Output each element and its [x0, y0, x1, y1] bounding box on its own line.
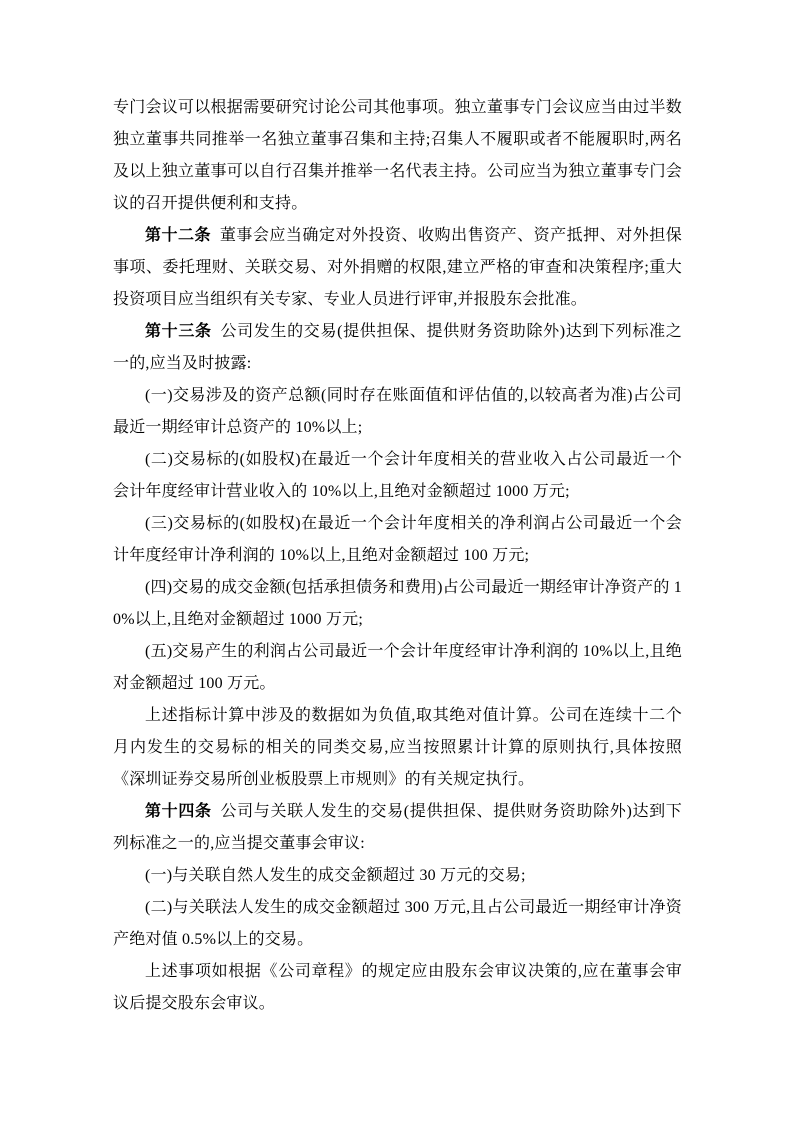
paragraph-article-13 — [113, 316, 682, 380]
paragraph-text: 公司与关联人发生的交易(提供担保、提供财务资助除外)达到下列标准之一的,应当提交董事会审议: — [113, 803, 682, 852]
paragraph-shareholder-review — [113, 956, 682, 1020]
paragraph-text: (二)与关联法人发生的成交金额超过 300 万元,且占公司最近一期经审计净资产绝对值 0.5%以上的交易。 — [113, 899, 682, 948]
paragraph-text: (五)交易产生的利润占公司最近一个会计年度经审计净利润的 10%以上,且绝对金额超过 100 万元。 — [113, 643, 682, 692]
article-number: 第十三条 — [145, 323, 212, 340]
document-body — [113, 92, 682, 1020]
article-number: 第十二条 — [145, 227, 212, 244]
paragraph-text: (一)与关联自然人发生的成交金额超过 30 万元的交易; — [145, 867, 526, 884]
paragraph-text: (二)交易标的(如股权)在最近一个会计年度相关的营业收入占公司最近一个会计年度经审计营业收入的 10%以上,且绝对金额超过 1000 万元; — [113, 451, 682, 500]
paragraph-text: 上述指标计算中涉及的数据如为负值,取其绝对值计算。公司在连续十二个月内发生的交易标的相关的同类交易,应当按照累计计算的原则执行,具体按照《深圳证券交易所创业板股票上市规则》的有关规定执行。 — [113, 707, 682, 788]
paragraph-continuation — [113, 92, 682, 220]
list-item-1 — [113, 380, 682, 444]
article-number: 第十四条 — [145, 803, 212, 820]
paragraph-text: (三)交易标的(如股权)在最近一个会计年度相关的净利润占公司最近一个会计年度经审计净利润的 10%以上,且绝对金额超过 100 万元; — [113, 515, 682, 564]
paragraph-article-14 — [113, 796, 682, 860]
paragraph-text: 公司发生的交易(提供担保、提供财务资助除外)达到下列标准之一的,应当及时披露: — [113, 323, 682, 372]
paragraph-text: 董事会应当确定对外投资、收购出售资产、资产抵押、对外担保事项、委托理财、关联交易、对外捐赠的权限,建立严格的审查和决策程序;重大投资项目应当组织有关专家、专业人员进行评审,并报股东会批准。 — [113, 227, 682, 308]
list-item-2 — [113, 444, 682, 508]
list-item-3 — [113, 508, 682, 572]
paragraph-text: 上述事项如根据《公司章程》的规定应由股东会审议决策的,应在董事会审议后提交股东会审议。 — [113, 963, 682, 1012]
paragraph-article-12 — [113, 220, 682, 316]
related-list-item-1 — [113, 860, 682, 892]
paragraph-calculation-rule — [113, 700, 682, 796]
related-list-item-2 — [113, 892, 682, 956]
paragraph-text: (一)交易涉及的资产总额(同时存在账面值和评估值的,以较高者为准)占公司最近一期经审计总资产的 10%以上; — [113, 387, 682, 436]
list-item-4 — [113, 572, 682, 636]
list-item-5 — [113, 636, 682, 700]
paragraph-text: 专门会议可以根据需要研究讨论公司其他事项。独立董事专门会议应当由过半数独立董事共同推举一名独立董事召集和主持;召集人不履职或者不能履职时,两名及以上独立董事可以自行召集并推举一名代表主持。公司应当为独立董事专门会议的召开提供便利和支持。 — [113, 99, 682, 212]
paragraph-text: (四)交易的成交金额(包括承担债务和费用)占公司最近一期经审计净资产的 10%以上,且绝对金额超过 1000 万元; — [113, 579, 682, 628]
